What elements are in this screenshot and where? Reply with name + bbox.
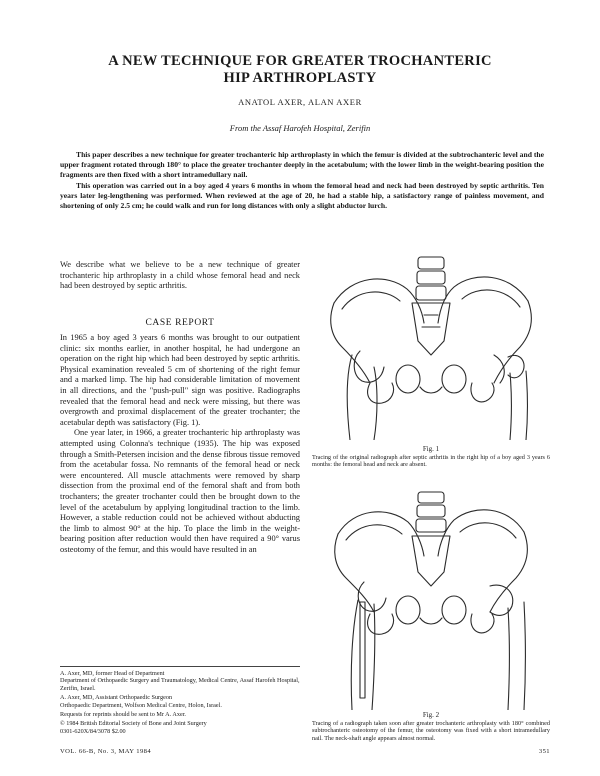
page-number: 351 [538,748,550,755]
footnote-author-1: A. Axer, MD, former Head of Department [60,670,165,677]
body-column [60,333,300,555]
title-line-2: HIP ARTHROPLASTY [223,70,377,86]
fig2-tracing [312,490,550,710]
body-paragraph-1: In 1965 a boy aged 3 years 6 months was brought to our outpatient clinic: six months earlier, in another hospital, he had undergone an operation on the right hip which had been destroyed by septic arthritis. Physical examination revealed 5 cm of shortening of the right femur and a marked limp. The hip had considerable limitation of movement in all directions, and the "push-pull" sign was positive. Radiographs revealed that the femoral head and neck were missing, but there was overgrowth and proximal displacement of the greater trochanter; the acetabular depth was satisfactory (Fig. 1). [60,333,300,427]
footnote-dept-2: Orthopaedic Department, Wolfson Medical Centre, Holon, Israel. [60,701,222,709]
fig2-symphysis [420,618,442,624]
fig1-label: Fig. 1 [422,445,440,453]
fig2-caption: Tracing of a radiograph taken soon after greater trochanteric arthroplasty with 180° combined subtrochanteric osteotomy of the femur, the osteotomy was fixed with a short intramedullary nail. The neck-shaft angle appears almost normal. [312,720,550,742]
footnotes [60,670,310,735]
footnote-copyright: © 1984 British Editorial Society of Bone and Joint Surgery [60,720,207,728]
fig2-hip-right [442,585,526,710]
fig1-symphysis [420,387,442,393]
fig2-hip-left-with-nail [351,582,420,710]
article-title [40,53,560,87]
fig1-tracing [312,255,550,440]
affiliation: From the Assaf Harofeh Hospital, Zerifin [229,123,371,133]
fig1-caption: Tracing of the original radiograph after septic arthritis in the right hip of a boy aged 3 years 6 months: the femoral head and neck are absent. [312,454,550,469]
abstract-paragraph-2: This operation was carried out in a boy aged 4 years 6 months in whom the femoral head and neck had been destroyed by septic arthritis. Ten years later leg-lengthening was performed. When reviewed at the age of 20, he had a stable hip, a satisfactory range of painless movement, and shortening of only 2.5 cm; he could walk and run for long distances with only a slight abductor lurch. [60,181,544,210]
intro-paragraph [60,260,300,292]
body-paragraph-2: One year later, in 1966, a greater trochanteric hip arthroplasty was attempted using Colonna's technique (1935). The hip was exposed through a Smith-Petersen incision and the dense fibrous tissue removed from the acetabular fossa. No remnants of the femoral head or neck were encountered. All muscle attachments were removed by sharp dissection from the proximal end of the femoral shaft and from both trochanters; the greater trochanter could then be brought down to the level of the acetabulum by applying longitudinal traction to the limb. However, a stable reduction could not be achieved without abducting the limb to almost 90° at the hip. To place the limb in the weight-bearing position after reduction would then have required a 90° varus osteotomy of the femur, and this would have resulted in an [60,428,300,554]
fig1-spine [412,257,450,355]
footnote-author-2: A. Axer, MD, Assistant Orthopaedic Surgeon [60,694,173,702]
footnote-rule [60,666,300,667]
footnote-code: 0301-620X/84/3078 $2.00 [60,727,126,735]
footnote-reprints: Requests for reprints should be sent to Mr A. Axer. [60,711,186,719]
author-list: ANATOL AXER, ALAN AXER [238,97,362,107]
abstract-paragraph-1: This paper describes a new technique for greater trochanteric hip arthroplasty in which the femur is divided at the subtrochanteric level and the upper fragment rotated through 180° to place the greater trochanter deeply in the acetabulum; with the lower limb in the weight-bearing position the fragments are then fixed with a short intramedullary nail. [60,150,544,179]
intro-text: We describe what we believe to be a new technique of greater trochanteric hip arthroplasty in a child whose femoral head and neck had been destroyed by septic arthritis. [60,260,300,291]
fig2-spine [412,492,450,586]
intramedullary-nail [360,602,365,698]
fig1-pelvis-outline [331,277,532,383]
fig2-pelvis-outline [335,510,528,612]
footnote-dept-1: Department of Orthopaedic Surgery and Traumatology, Medical Centre, Assaf Harofeh Hospital, Zerifin, Israel. [60,677,300,692]
fig2-label: Fig. 2 [422,711,440,719]
fig1-hip-right [442,355,528,440]
abstract [60,150,544,211]
title-line-1: A NEW TECHNIQUE FOR GREATER TROCHANTERIC [108,53,492,69]
running-footer: VOL. 66-B, No. 3, MAY 1984 [60,748,152,755]
case-report-heading: CASE REPORT [145,318,215,328]
